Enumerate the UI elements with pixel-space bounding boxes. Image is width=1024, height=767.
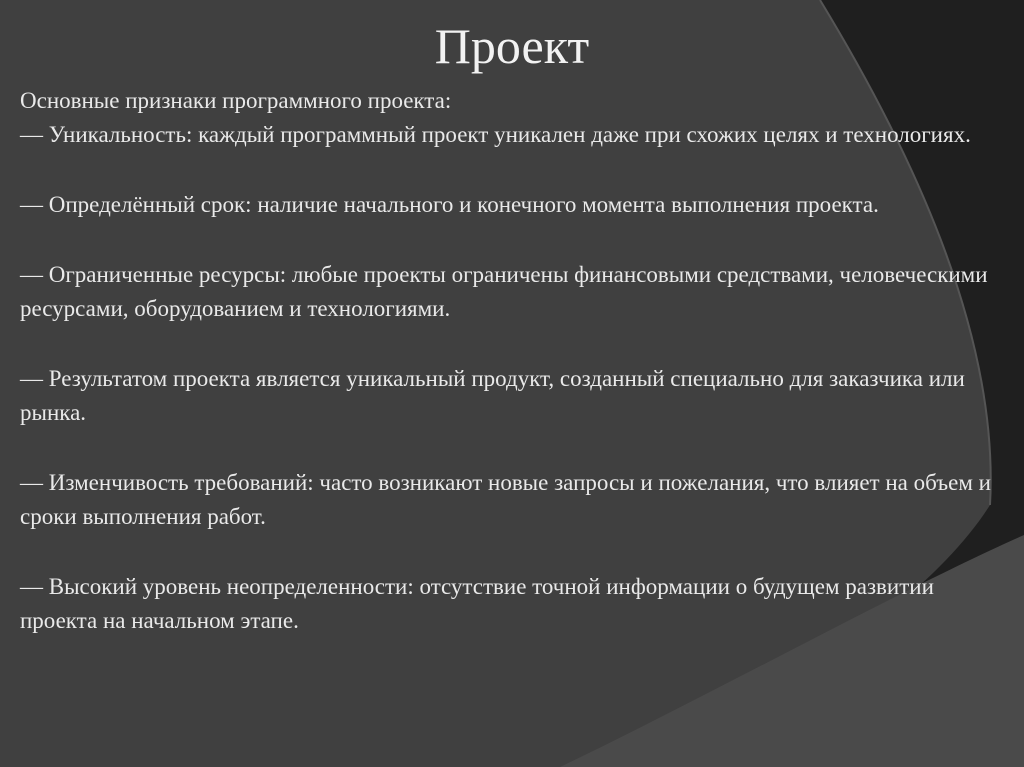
bullet-uniqueness: — Уникальность: каждый программный проект уникален даже при схожих целях и технологиях. (20, 122, 971, 147)
intro-text: Основные признаки программного проекта: (20, 88, 452, 113)
bullet-unique-product: — Результатом проекта является уникальный продукт, созданный специально для заказчика или рынка. (20, 366, 965, 425)
bullet-uncertainty: — Высокий уровень неопределенности: отсутствие точной информации о будущем развитии проекта на начальном этапе. (20, 574, 934, 633)
bullet-changing-requirements: — Изменчивость требований: часто возникают новые запросы и пожелания, что влияет на объем и сроки выполнения работ. (20, 470, 991, 529)
bullet-limited-resources: — Ограниченные ресурсы: любые проекты ограничены финансовыми средствами, человеческими ресурсами, оборудованием и технологиями. (20, 262, 988, 321)
slide-title: Проект (434, 18, 590, 74)
slide-content (20, 84, 995, 674)
bullet-fixed-term: — Определённый срок: наличие начального и конечного момента выполнения проекта. (20, 192, 879, 217)
